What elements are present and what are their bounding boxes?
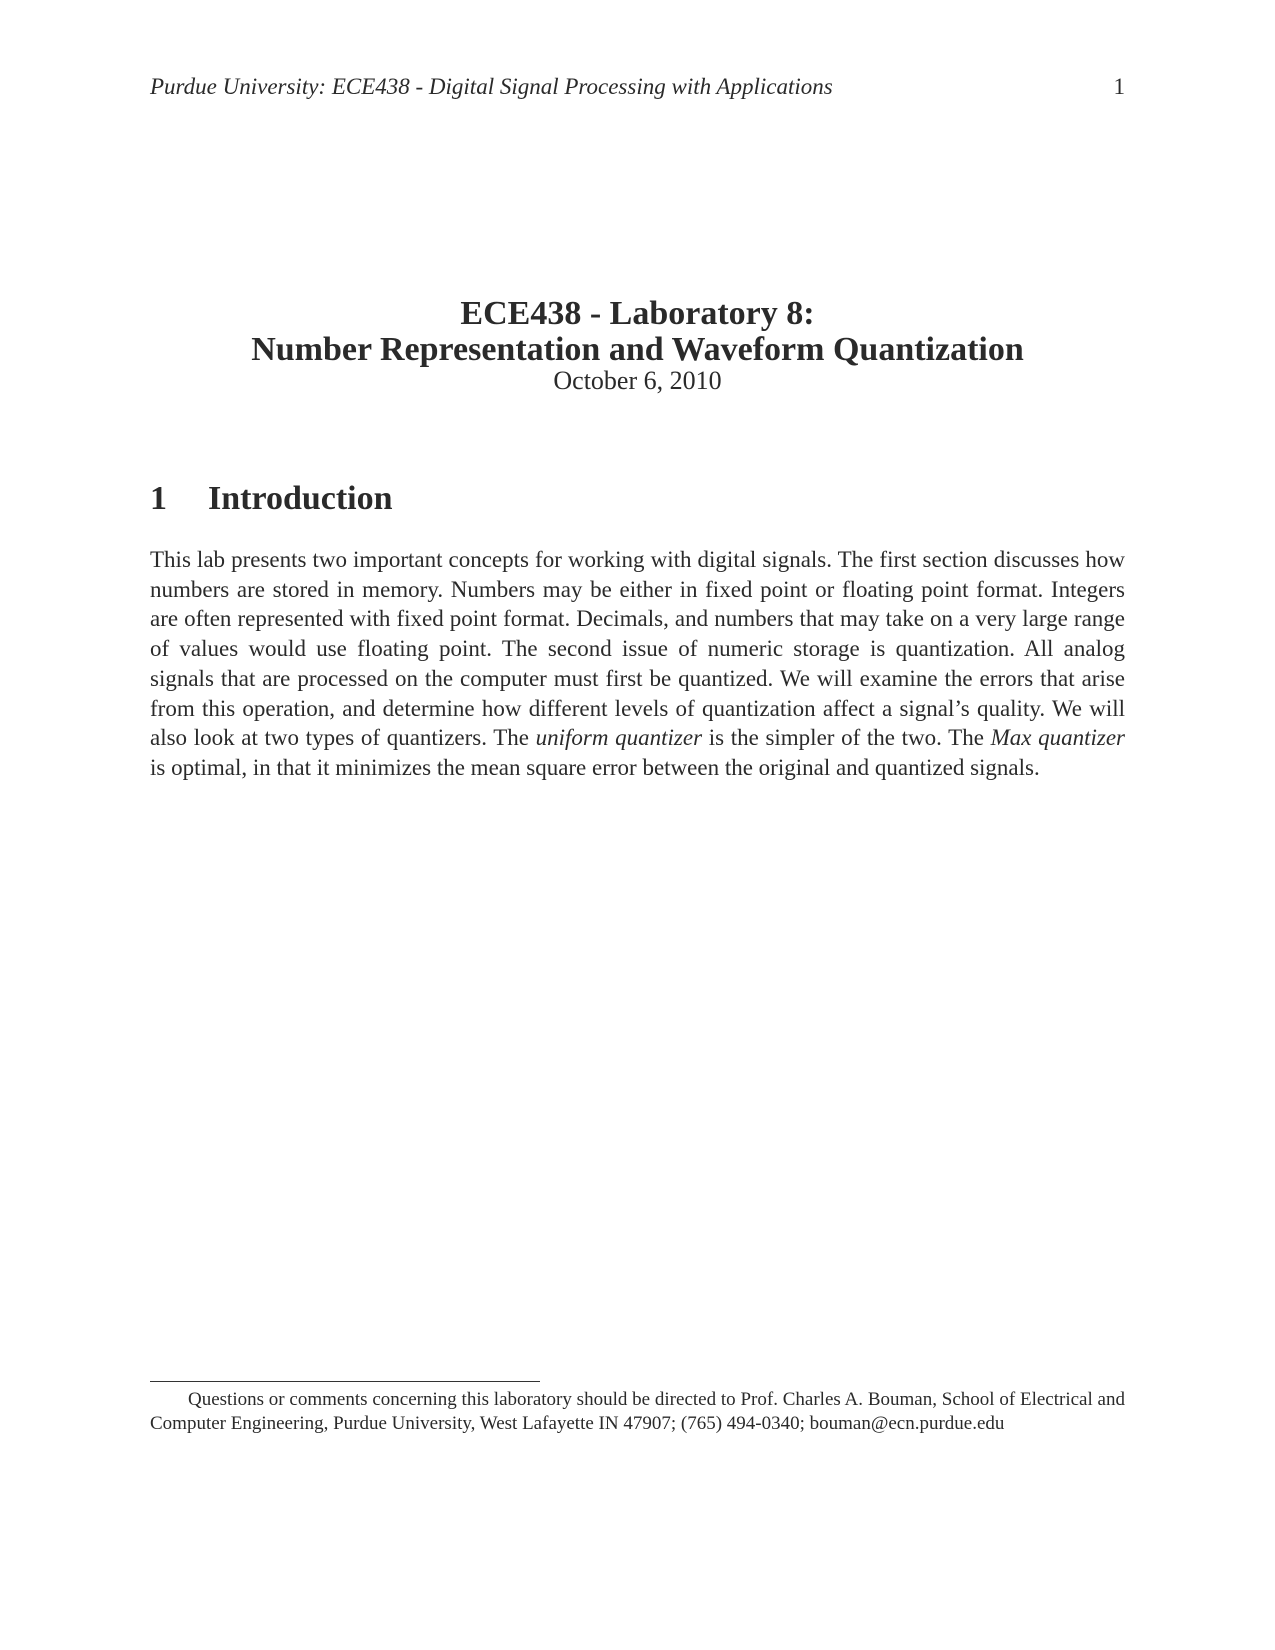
text: is optimal, in that it minimizes the mean square error between the original and quantized signals.: [150, 754, 1040, 780]
section-number: 1: [150, 480, 167, 517]
emphasis: Max quantizer: [990, 725, 1126, 751]
document-title: [0, 296, 1275, 368]
running-header: [150, 74, 1125, 100]
text: This lab presents two important concepts for working with digital signals. The first section discusses how numbers are stored in memory. Numbers may be either in fixed point or floating point format. Integers are often represented with fixed point format. Decimals, and numbers that may take on a very large range of values would use floating point. The second issue of numeric storage is quantization. All analog signals that are processed on the computer must first be quantized. We will examine the errors that arise from this operation, and determine how different levels of quantization affect a signal’s quality. We will also look at two types of quantizers. The: [150, 547, 1125, 751]
page-number: 1: [1113, 74, 1125, 99]
document-date: October 6, 2010: [553, 366, 722, 395]
running-title: Purdue University: ECE438 - Digital Signal Processing with Applications: [150, 74, 833, 99]
section-heading: [150, 480, 393, 518]
title-line-1: ECE438 - Laboratory 8:: [460, 295, 815, 332]
title-line-2: Number Representation and Waveform Quantization: [251, 331, 1024, 368]
emphasis: uniform quantizer: [535, 725, 703, 751]
footnote-rule: [150, 1381, 540, 1382]
footnote: Questions or comments concerning this laboratory should be directed to Prof. Charles A. Bouman, School of Electrical and Computer Engineering, Purdue University, West Lafayette IN 47907; (765) 494-0340; bouman@ecn.purdue.edu: [150, 1389, 1125, 1434]
intro-paragraph: [150, 545, 1125, 783]
section-title: Introduction: [208, 480, 393, 517]
text: is the simpler of the two. The: [702, 725, 991, 751]
